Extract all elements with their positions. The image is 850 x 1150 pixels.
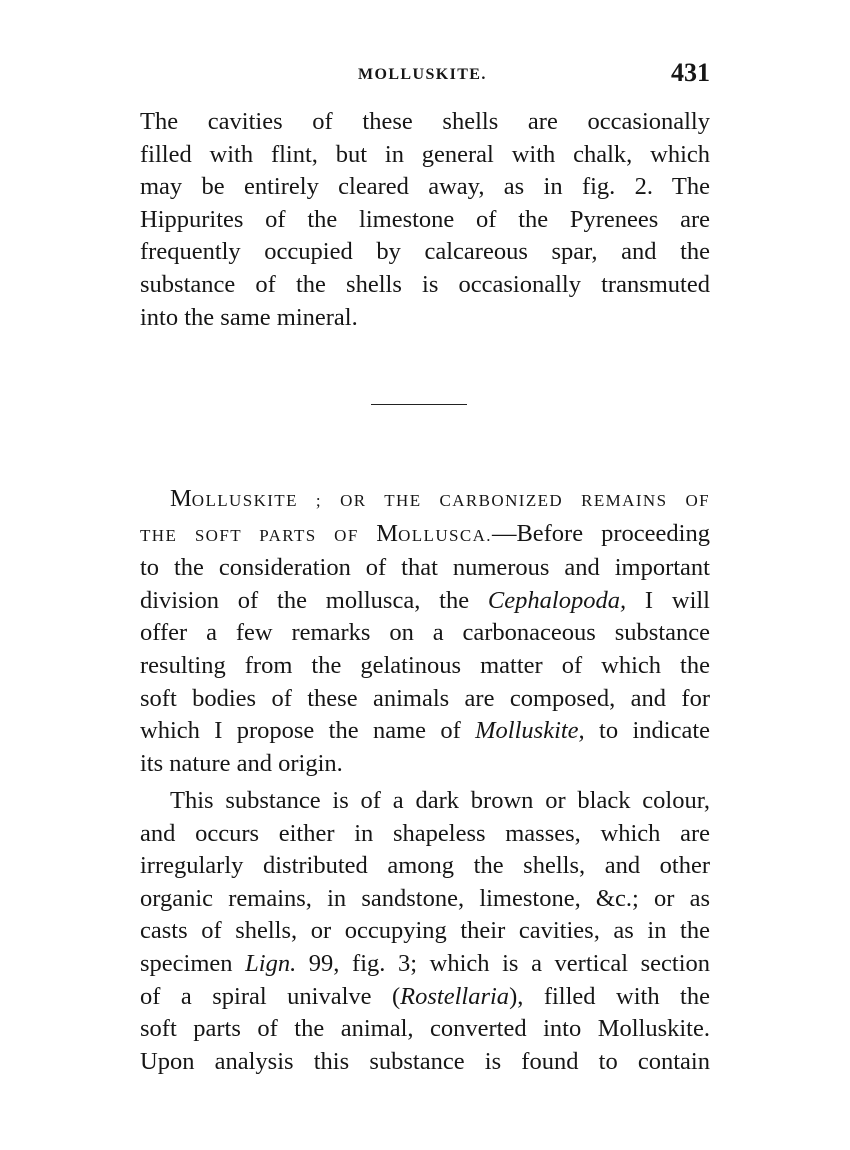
text-run: to indicate	[584, 717, 710, 745]
text-line: irregularly distributed among the shells, and other	[140, 852, 710, 880]
italic-term: Molluskite,	[475, 717, 585, 745]
text-run: which I propose the name of	[140, 717, 476, 745]
text-line: soft bodies of these animals are composed, and for	[140, 684, 710, 712]
text-line	[140, 715, 710, 748]
text-line	[140, 981, 710, 1014]
text-line: its nature and origin.	[140, 749, 343, 777]
text-line: substance of the shells is occasionally transmuted	[140, 270, 710, 298]
italic-term: Lign.	[245, 949, 297, 977]
text-line: and occurs either in shapeless masses, which are	[140, 819, 710, 847]
text-line: may be entirely cleared away, as in fig. 2. The	[140, 173, 710, 201]
text-line: organic remains, in sandstone, limestone, &c.; or as	[140, 884, 710, 912]
text-line: to the consideration of that numerous and important	[140, 554, 710, 582]
paragraph-cavities	[140, 106, 710, 334]
text-run: specimen	[140, 949, 246, 977]
text-line: resulting from the gelatinous matter of which the	[140, 651, 710, 679]
text-line	[140, 585, 710, 618]
text-line: soft parts of the animal, converted into Molluskite.	[140, 1015, 710, 1043]
text-run: ), filled with the	[509, 982, 710, 1010]
italic-term: Cephalopoda,	[487, 586, 627, 614]
italic-term: Rostellaria	[400, 982, 510, 1010]
small-caps-text: OLLUSKITE ; OR THE CARBONIZED REMAINS OF	[191, 491, 710, 510]
text-run: 99, fig. 3; which is a vertical section	[296, 949, 710, 977]
running-head	[140, 58, 710, 98]
text-line: frequently occupied by calcareous spar, and the	[140, 238, 710, 266]
page-number: 431	[671, 58, 710, 87]
section-molluskite	[140, 483, 710, 780]
text-line: Hippurites of the limestone of the Pyrenees are	[140, 205, 710, 233]
small-caps-text: THE SOFT PARTS OF	[140, 525, 377, 545]
section-heading-line	[140, 518, 710, 553]
small-cap-initial: M	[170, 485, 192, 512]
section-heading-line	[140, 483, 710, 518]
text-line: The cavities of these shells are occasionally	[140, 108, 710, 135]
text-line: This substance is of a dark brown or black colour,	[170, 787, 710, 814]
text-run: —Before proceeding	[491, 519, 710, 547]
section-divider-rule	[371, 404, 467, 405]
paragraph-substance	[140, 785, 710, 1078]
text-line: offer a few remarks on a carbonaceous substance	[140, 619, 710, 647]
text-run: division of the mollusca, the	[140, 586, 488, 614]
small-cap-initial: M	[376, 519, 399, 547]
text-line: into the same mineral.	[140, 303, 358, 331]
text-line	[140, 948, 710, 981]
book-page	[140, 58, 710, 1118]
running-title: MOLLUSKITE.	[358, 66, 487, 83]
text-line: filled with flint, but in general with chalk, which	[140, 140, 710, 168]
text-run: of a spiral univalve (	[140, 982, 401, 1010]
text-run: I will	[626, 586, 710, 614]
text-line: Upon analysis this substance is found to contain	[140, 1047, 710, 1075]
small-caps-text: OLLUSCA.	[398, 525, 492, 545]
text-line: casts of shells, or occupying their cavities, as in the	[140, 917, 710, 945]
